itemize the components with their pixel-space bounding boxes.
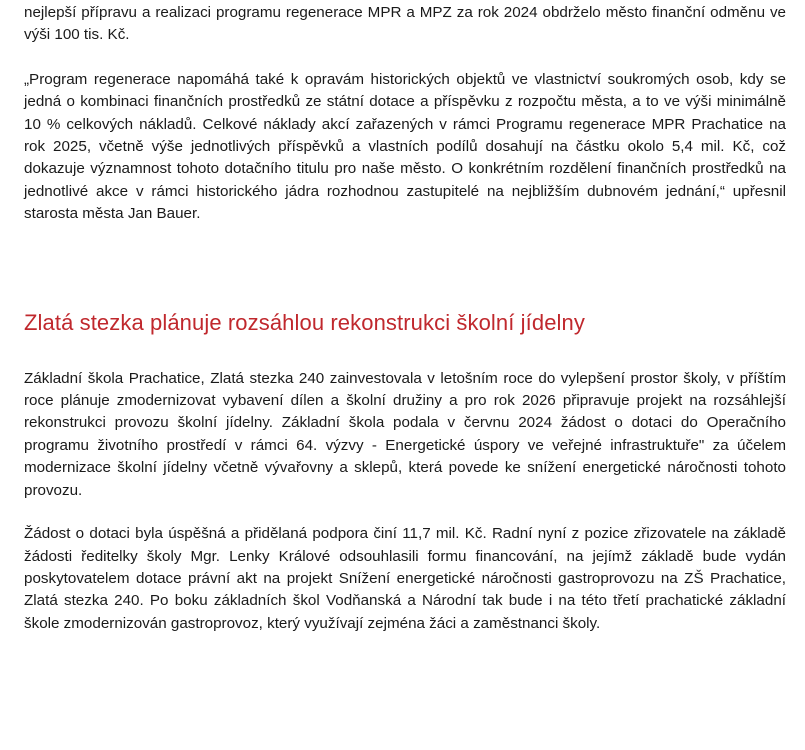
document-page [24,0,786,635]
school-paragraph-2: Žádost o dotaci byla úspěšná a přidělaná podpora činí 11,7 mil. Kč. Radní nyní z pozice zřizovatele na základě žádosti ředitelky školy Mgr. Lenky Králové odsouhlasili formu financování, na jejímž základě bude vydán poskytovatelem dotace právní akt na projekt Snížení energetické náročnosti gastroprovozu na ZŠ Prachatice, Zlatá stezka 240. Po boku základních škol Vodňanská a Národní tak bude i na této třetí prachatické základní škole zmodernizován gastroprovoz, který využívají zejména žáci a zaměstnanci školy. [24,525,786,632]
section-heading: Zlatá stezka plánuje rozsáhlou rekonstrukci školní jídelny [24,309,585,335]
mayor-quote-paragraph: „Program regenerace napomáhá také k opravám historických objektů ve vlastnictví soukromých osob, kdy se jedná o kombinaci finančních prostředků ze státní dotace a příspěvku z rozpočtu města, a to ve výši minimálně 10 % celkových nákladů. Celkové náklady akcí zařazených v rámci Programu regenerace MPR Prachatice na rok 2025, včetně výše jednotlivých příspěvků a vlastních podílů dosahují na částku okolo 5,4 mil. Kč, což dokazuje významnost tohoto dotačního titulu pro naše město. O konkrétním rozdělení finančních prostředků na jednotlivé akce v rámci historického jádra rozhodnou zastupitelé na nejbližším dubnovém jednání,“ upřesnil starosta města Jan Bauer. [24,70,786,223]
intro-paragraph: nejlepší přípravu a realizaci programu regenerace MPR a MPZ za rok 2024 obdrželo město finanční odměnu ve výši 100 tis. Kč. [24,4,786,44]
school-paragraph-1: Základní škola Prachatice, Zlatá stezka 240 zainvestovala v letošním roce do vylepšení prostor školy, v příštím roce plánuje zmodernizovat vybavení dílen a školní družiny a pro rok 2026 připravuje projekt na rozsáhlejší rekonstrukci provozu školní jídelny. Základní škola podala v červnu 2024 žádost o dotaci do Operačního programu životního prostředí v rámci 64. výzvy - Energetické úspory ve veřejné infrastruktuře" za účelem modernizace školní jídelny včetně vývařovny a sklepů, která povede ke snížení energetické náročnosti tohoto provozu. [24,369,786,499]
